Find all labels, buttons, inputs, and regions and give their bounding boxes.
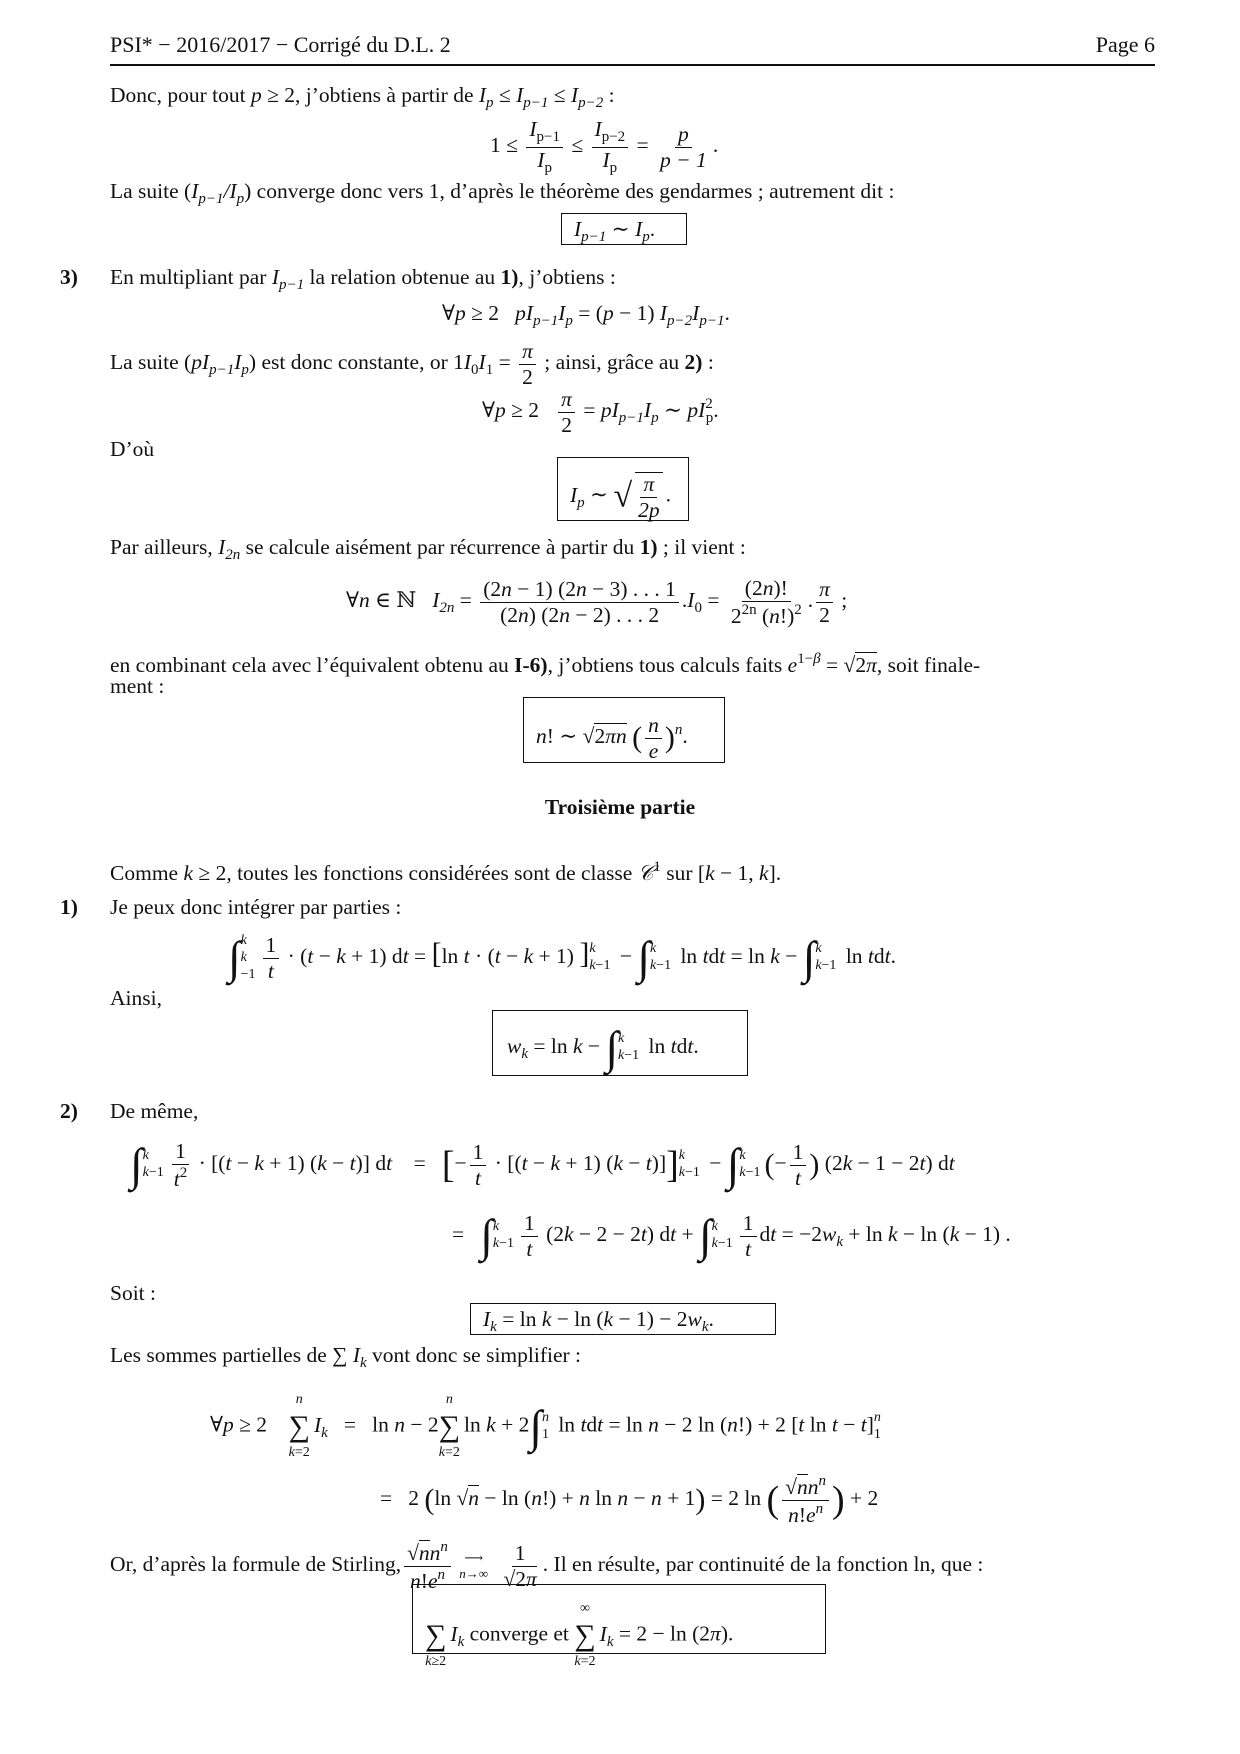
header-page-number: Page 6 — [1095, 32, 1155, 57]
boxed-wk: $w_k = \ln k$ − ∫ k k−1 ln tdt. — [492, 1010, 748, 1076]
text-il-en-resulte: . Il en résulte, par continuité de la fonction ln, que : — [542, 1552, 984, 1576]
text-dou: D’où — [110, 437, 155, 461]
text-ainsi: Ainsi, — [110, 986, 162, 1010]
question-3-number: 3) — [60, 265, 78, 289]
boxed-ik: $I_k = \ln k - \ln (k - 1) - 2w_k$. — [470, 1303, 776, 1335]
part3-intro: Comme k ≥ 2, toutes les fonctions considérées sont de classe 𝒞$^1$ sur [k − 1, k]. — [110, 859, 782, 885]
equation-sum-line-2: = 2 (ln √n − ln (n!) + n ln n − n + 1) = 2 ln ( $\frac{√nn^n}{n!e^n}$ ) + 2 — [380, 1473, 879, 1527]
equation-i2n: ∀n ∈ ℕ $I_{2n}$ = $\frac{(2n - 1) (2n - 3) . . . 1}{(2n) (2n - 2) . . . 2}$ $.I_0$ = $\frac{(2n)!}{2^{2n} (n!)^2}$ . $\frac{\pi}{2}$ ; — [346, 576, 848, 628]
line-constant: La suite $(pI_{p-1}I_p)$ est donc constante, or $1I_0I_1$ = $\frac{\pi}{2}$ ; ainsi, grâce au 2) : — [110, 339, 714, 389]
part3-question-2-text: De même, — [110, 1099, 199, 1123]
question-3-text: En multipliant par $I_{p-1}$ la relation obtenue au 1), j’obtiens : — [110, 265, 616, 293]
header-title: PSI* − 2016/2017 − Corrigé du D.L. 2 — [110, 32, 451, 57]
line-partial-sums: Les sommes partielles de ∑ $I_k$ vont donc se simplifier : — [110, 1343, 582, 1371]
section-title-troisieme-partie: Troisième partie — [544, 795, 696, 819]
part3-question-2-number: 2) — [60, 1099, 78, 1123]
line-stirling-limit: Or, d’après la formule de Stirling, $\frac{√nn^n}{n!e^n}$ ⟶ n→∞ $\frac{1}{√2\pi}$ . Il en résulte, par continuité de la fonction ln, que : — [110, 1539, 984, 1593]
text-ment: ment : — [110, 674, 165, 698]
equation-second-ipp-line-1: ∫ k k−1 $\frac{1}{t^2}$ · [(t − k + 1) (k − t)] dt = [− $\frac{1}{t}$ · [(t − k + 1) (k − t)]] k k−1 − ∫ k k−1 (− $\frac{1}{t}$ ) (2k − 1 − 2t) dt — [130, 1139, 955, 1191]
text-soit: Soit : — [110, 1281, 157, 1305]
equation-sum-line-1: ∀p ≥ 2 n ∑ k=2 $I_k = \ln n - 2$ n ∑ k=2 ln k + 2∫ n 1 ln tdt = ln n − 2 ln (n!) + 2 [t ln t − t] n 1 — [210, 1392, 881, 1460]
boxed-final-series: ∑ k≥2 $I_k$ converge et ∞ ∑ k=2 $I_k = 2 - \ln (2\pi)$. — [412, 1584, 826, 1654]
intro-line-2: La suite $(I_{p-1}/I_p)$ converge donc vers 1, d’après le théorème des gendarmes ; autrement dit : — [110, 179, 895, 207]
boxed-ip-equivalent: $I_p$ ∼ √ $\frac{\pi}{2p}$ . — [557, 457, 689, 521]
equation-recurrence: ∀p ≥ 2 $pI_{p-1}I_p = (p - 1)$ $I_{p-2}I_{p-1}$. — [442, 301, 730, 329]
boxed-stirling: n! ∼ √2πn ( $\frac{n}{e}$ )$^n$. — [523, 697, 725, 763]
equation-integration-by-parts: ∫ k k −1 $\frac{1}{t}$ · (t − k + 1) dt = [ln t · (t − k + 1) ] k k−1 − ∫ k k−1 ln tdt = ln k − ∫ k k−1 ln tdt. — [228, 932, 897, 984]
inequality-ratio: 1 ≤ $\frac{I_{p-1}}{I_p}$ ≤ $\frac{I_{p-2}}{I_p}$ = $\frac{p}{p - 1}$ . — [490, 117, 719, 176]
intro-line-1: Donc, pour tout p ≥ 2, j’obtiens à partir de $I_p \le I_{p-1} \le I_{p-2}$ : — [110, 83, 615, 111]
boxed-equivalence: $I_{p-1}$ ∼ $I_p$. — [561, 213, 687, 245]
equation-pi-over-2: ∀p ≥ 2 $\frac{\pi}{2}$ = $pI_{p-1}I_p$ ∼ $pI^2_p$. — [482, 387, 719, 437]
line-combining: en combinant cela avec l’équivalent obtenu au I-6), j’obtiens tous calculs faits $e^{1-\beta} = √2\pi$, soit finale- — [110, 651, 981, 677]
page-header — [110, 28, 1155, 66]
part3-question-1-number: 1) — [60, 895, 78, 919]
equation-second-ipp-line-2: = ∫ k k−1 $\frac{1}{t}$ (2k − 2 − 2t) dt + ∫ k k−1 $\frac{1}{t}$ dt = $-2w_k + \ln k - \ln (k - 1)$ . — [452, 1210, 1011, 1262]
text-or-stirling: Or, d’après la formule de Stirling, — [110, 1552, 402, 1576]
part3-question-1-text: Je peux donc intégrer par parties : — [110, 895, 402, 919]
line-ailleurs: Par ailleurs, $I_{2n}$ se calcule aisément par récurrence à partir du 1) ; il vient : — [110, 535, 746, 563]
